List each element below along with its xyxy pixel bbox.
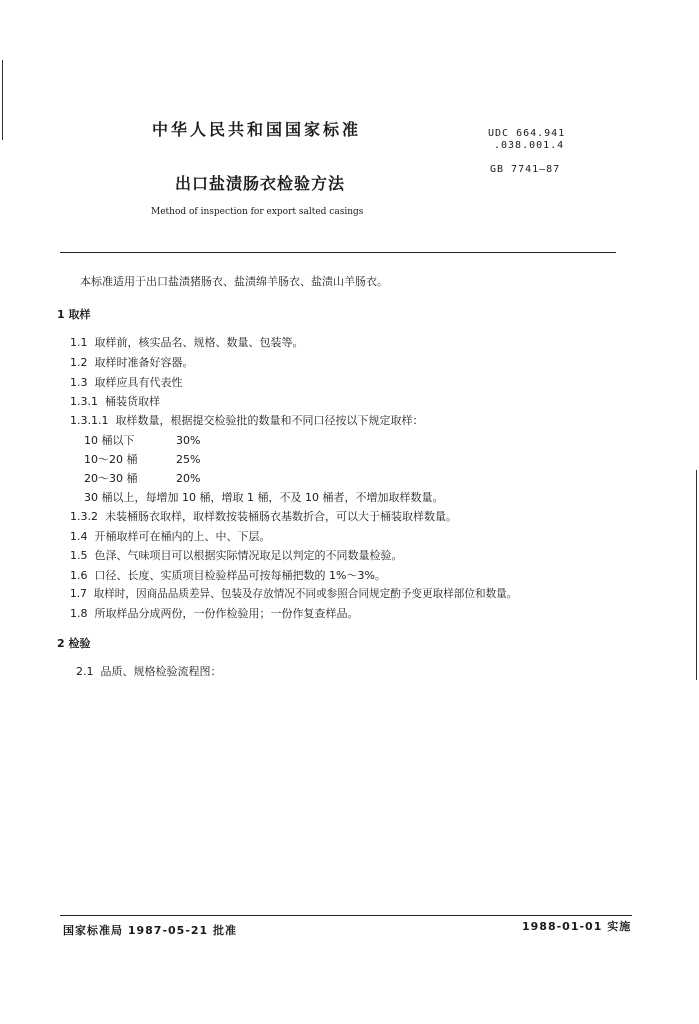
clause-text: 未装桶肠衣取样，取样数按装桶肠衣基数折合，可以大于桶装取样数量。 <box>105 510 457 523</box>
clause-1-8 <box>70 605 359 621</box>
clause-number: 1.7 <box>70 588 87 600</box>
udc-code-line2: .038.001.4 <box>494 140 565 151</box>
sample-percent: 25% <box>176 453 201 466</box>
approval-line: 国家标准局 1987-05-21 批准 <box>63 924 238 937</box>
effective-date: 1988-01-01 实施 <box>522 920 632 933</box>
sample-percent: 20% <box>176 472 201 485</box>
clause-number: 1.6 <box>70 569 88 582</box>
gb-number: GB 7741—87 <box>490 164 561 175</box>
clause-number: 1.4 <box>70 530 88 543</box>
document-title-en: Method of inspection for export salted casings <box>151 207 364 217</box>
clause-text: 取样应具有代表性 <box>94 376 183 389</box>
over-30-rule: 30 桶以上，每增加 10 桶，增取 1 桶，不及 10 桶者，不增加取样数量。 <box>84 491 444 504</box>
clause-1-3 <box>70 374 183 390</box>
document-title-cn: 出口盐渍肠衣检验方法 <box>175 174 346 193</box>
section1-heading: 1 取样 <box>57 308 91 321</box>
clause-text: 取样时准备好容器。 <box>94 356 194 369</box>
barrel-range: 20～30 桶 <box>84 472 138 485</box>
barrel-range: 10 桶以下 <box>84 434 135 447</box>
clause-text: 开桶取样可在桶内的上、中、下层。 <box>94 530 271 543</box>
clause-number: 1.5 <box>70 549 88 562</box>
clause-text: 品质、规格检验流程图： <box>100 665 222 678</box>
intro-paragraph: 本标准适用于出口盐渍猪肠衣、盐渍绵羊肠衣、盐渍山羊肠衣。 <box>80 275 388 288</box>
udc-code-line1: UDC 664.941 <box>488 128 566 139</box>
scan-edge-right-mark <box>696 470 697 680</box>
sampling-table-row <box>84 432 200 448</box>
barrel-range: 10～20 桶 <box>84 453 138 466</box>
clause-1-5 <box>70 547 403 563</box>
clause-text: 口径、长度、实质项目检验样品可按每桶把数的 1%～3%。 <box>94 569 386 582</box>
clause-number: 1.2 <box>70 356 88 369</box>
clause-number: 1.3.1.1 <box>70 414 109 427</box>
clause-text: 桶装货取样 <box>105 395 160 408</box>
clause-1-6 <box>70 567 386 583</box>
sampling-table-row <box>84 451 200 467</box>
clause-text: 取样数量，根据提交检验批的数量和不同口径按以下规定取样： <box>115 414 424 427</box>
sampling-table-row <box>84 470 200 486</box>
clause-1-3-2 <box>70 508 457 524</box>
footer-divider <box>60 915 632 916</box>
clause-1-1 <box>70 334 304 350</box>
sample-percent: 30% <box>176 434 201 447</box>
clause-number: 1.8 <box>70 607 88 620</box>
clause-1-4 <box>70 528 271 544</box>
clause-number: 1.3 <box>70 376 88 389</box>
clause-1-3-1 <box>70 393 160 409</box>
header-divider <box>60 252 616 253</box>
standard-name: 中华人民共和国国家标准 <box>152 120 362 139</box>
clause-number: 1.3.2 <box>70 510 98 523</box>
scan-edge-left-mark <box>2 60 3 140</box>
clause-text: 取样前，核实品名、规格、数量、包装等。 <box>94 336 304 349</box>
clause-text: 取样时，因商品品质差异、包装及存放情况不同或参照合同规定酌予变更取样部位和数量。 <box>93 588 518 600</box>
clause-text: 所取样品分成两份，一份作检验用；一份作复查样品。 <box>94 607 359 620</box>
clause-1-7 <box>70 586 517 601</box>
clause-1-3-1-1 <box>70 412 423 428</box>
section2-heading: 2 检验 <box>57 637 91 650</box>
clause-text: 色泽、气味项目可以根据实际情况取足以判定的不同数量检验。 <box>94 549 403 562</box>
clause-number: 1.3.1 <box>70 395 98 408</box>
clause-2-1 <box>76 663 222 679</box>
clause-number: 1.1 <box>70 336 88 349</box>
clause-1-2 <box>70 354 194 370</box>
clause-number: 2.1 <box>76 665 94 678</box>
